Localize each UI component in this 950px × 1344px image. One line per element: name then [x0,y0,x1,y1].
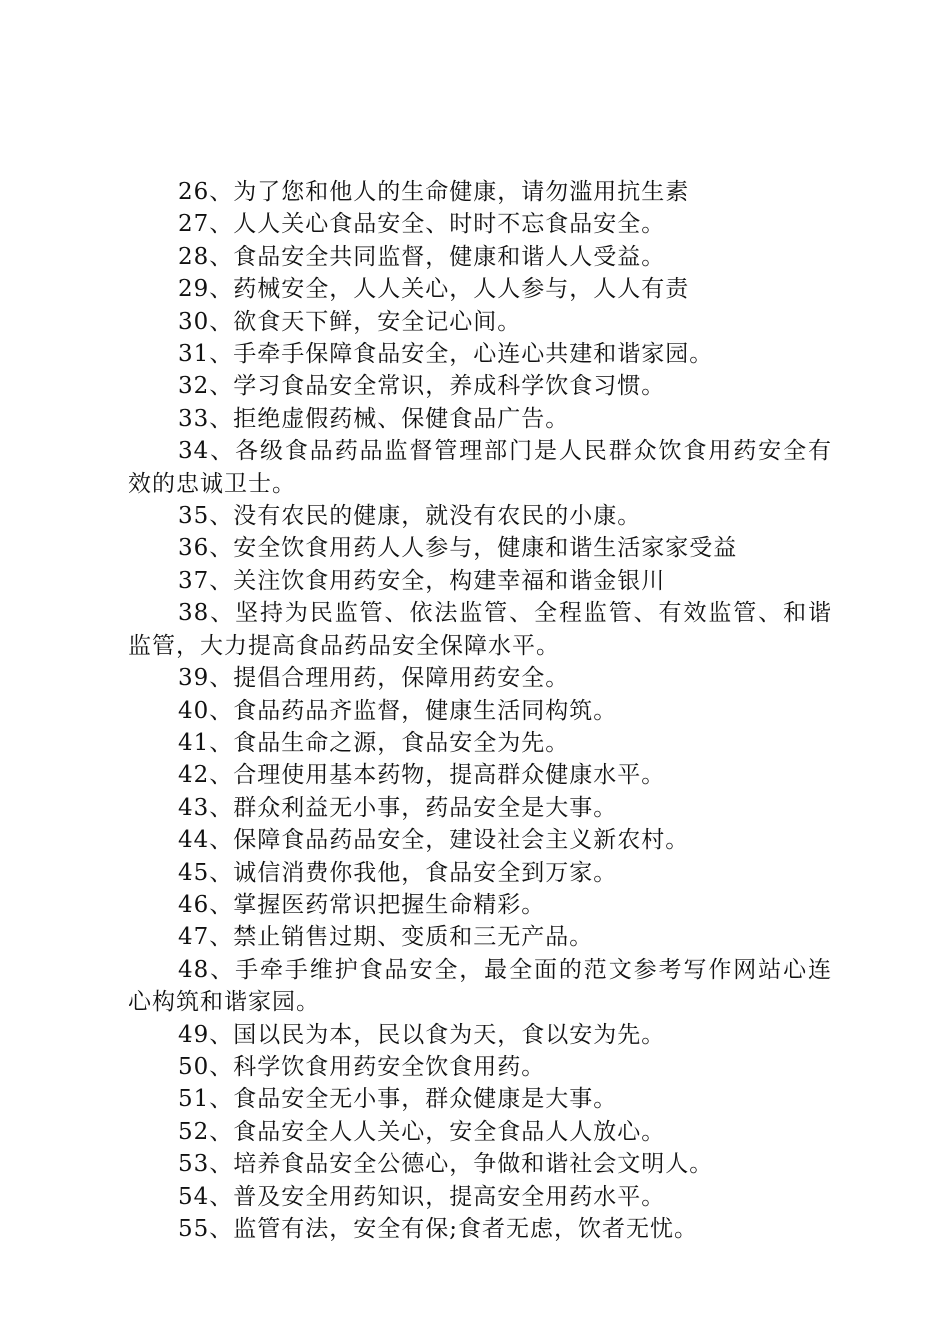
slogan-item: 42、合理使用基本药物，提高群众健康水平。 [178,762,666,789]
slogan-item: 53、培养食品安全公德心，争做和谐社会文明人。 [178,1151,714,1178]
slogan-item: 47、禁止销售过期、变质和三无产品。 [178,924,594,951]
slogan-item: 36、安全饮食用药人人参与，健康和谐生活家家受益 [178,535,738,562]
slogan-item: 34、各级食品药品监督管理部门是人民群众饮食用药安全有效的忠诚卫士。 [128,438,832,497]
slogan-item: 43、群众利益无小事，药品安全是大事。 [178,794,618,821]
slogan-item: 35、没有农民的健康，就没有农民的小康。 [178,503,642,530]
slogan-item: 38、坚持为民监管、依法监管、全程监管、有效监管、和谐监管，大力提高食品药品安全保障水平。 [128,600,832,659]
slogan-item: 29、药械安全，人人关心，人人参与，人人有责 [178,276,690,303]
slogan-item: 26、为了您和他人的生命健康，请勿滥用抗生素 [178,179,690,205]
slogan-item: 41、食品生命之源，食品安全为先。 [178,729,570,756]
slogan-item: 48、手牵手维护食品安全，最全面的范文参考写作网站心连心构筑和谐家园。 [128,956,832,1016]
slogan-item: 39、提倡合理用药，保障用药安全。 [178,665,570,692]
slogan-item: 55、监管有法，安全有保;食者无虑，饮者无忧。 [178,1216,699,1242]
slogan-item: 46、掌握医药常识把握生命精彩。 [178,891,546,918]
slogan-item: 27、人人关心食品安全、时时不忘食品安全。 [178,211,666,238]
slogan-item: 32、学习食品安全常识，养成科学饮食习惯。 [178,373,666,400]
slogan-item: 31、手牵手保障食品安全，心连心共建和谐家园。 [178,341,714,368]
slogan-item: 45、诚信消费你我他，食品安全到万家。 [178,859,618,886]
slogan-list [128,176,832,1245]
slogan-item: 50、科学饮食用药安全饮食用药。 [178,1053,546,1080]
slogan-item: 28、食品安全共同监督，健康和谐人人受益。 [178,243,666,270]
slogan-item: 30、欲食天下鲜，安全记心间。 [178,308,522,335]
slogan-item: 54、普及安全用药知识，提高安全用药水平。 [178,1183,666,1210]
slogan-item: 37、关注饮食用药安全，构建幸福和谐金银川 [178,567,666,594]
slogan-item: 52、食品安全人人关心，安全食品人人放心。 [178,1118,666,1145]
slogan-item: 40、食品药品齐监督，健康生活同构筑。 [178,697,618,724]
slogan-item: 51、食品安全无小事，群众健康是大事。 [178,1086,618,1113]
slogan-item: 33、拒绝虚假药械、保健食品广告。 [178,405,570,432]
slogan-item: 49、国以民为本，民以食为天，食以安为先。 [178,1021,666,1048]
slogan-item: 44、保障食品药品安全，建设社会主义新农村。 [178,827,690,854]
